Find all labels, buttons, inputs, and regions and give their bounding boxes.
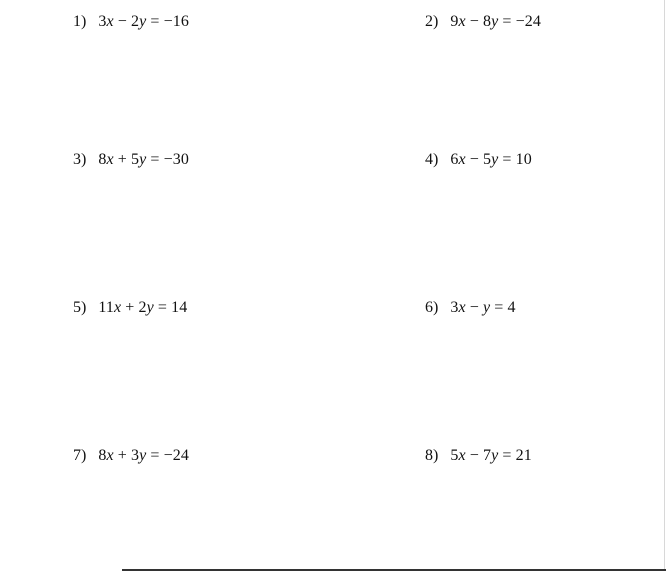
variable-symbol: y — [491, 13, 499, 30]
variable-symbol: x — [113, 299, 122, 316]
problem-number: 8) — [425, 447, 439, 464]
variable-symbol: y — [491, 151, 499, 168]
problem-8 — [425, 446, 532, 466]
problem-6 — [425, 298, 516, 318]
variable-symbol: y — [482, 299, 491, 316]
problem-7 — [73, 446, 189, 466]
variable-symbol: x — [458, 151, 466, 168]
variable-symbol: y — [139, 447, 147, 464]
problem-2 — [425, 12, 541, 32]
variable-symbol: x — [106, 151, 114, 168]
variable-symbol: x — [458, 447, 466, 464]
variable-symbol: x — [458, 299, 466, 316]
problem-number: 2) — [425, 13, 439, 30]
problem-3 — [73, 150, 189, 170]
problem-number: 1) — [73, 13, 87, 30]
variable-symbol: y — [146, 299, 154, 316]
problem-equation: 11x + 2y = 14 — [98, 299, 188, 316]
problem-equation: 6x − 5y = 10 — [450, 151, 532, 168]
variable-symbol: y — [139, 151, 147, 168]
variable-symbol: x — [458, 13, 466, 30]
problem-number: 6) — [425, 299, 439, 316]
variable-symbol: y — [491, 447, 499, 464]
problem-4 — [425, 150, 532, 170]
problem-1 — [73, 12, 189, 32]
problem-equation: 5x − 7y = 21 — [450, 447, 532, 464]
problem-equation: 9x − 8y = −24 — [450, 13, 541, 30]
problem-number: 5) — [73, 299, 87, 316]
variable-symbol: y — [139, 13, 147, 30]
problem-equation: 8x + 3y = −24 — [98, 447, 189, 464]
problem-equation: 3x − 2y = −16 — [98, 13, 189, 30]
problem-number: 4) — [425, 151, 439, 168]
variable-symbol: x — [106, 447, 114, 464]
problem-equation: 3x − y = 4 — [450, 299, 516, 316]
problem-5 — [73, 298, 187, 318]
problem-number: 7) — [73, 447, 87, 464]
page-edge-divider — [664, 0, 665, 571]
problem-number: 3) — [73, 151, 87, 168]
variable-symbol: x — [106, 13, 114, 30]
problem-equation: 8x + 5y = −30 — [98, 151, 189, 168]
